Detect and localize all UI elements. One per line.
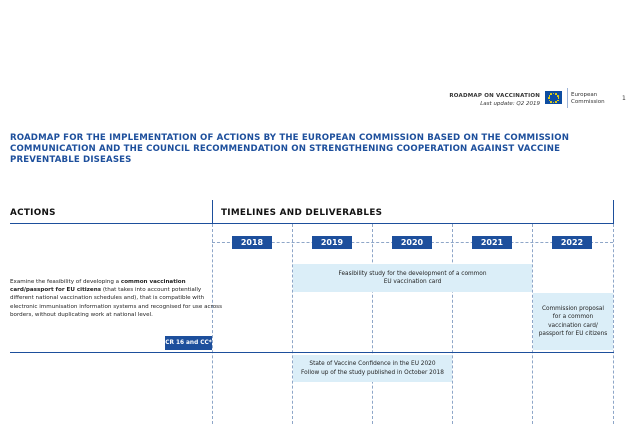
grid-line-2021 [452, 224, 453, 424]
eu-flag-icon [545, 91, 562, 104]
grid-line-2020 [372, 224, 373, 424]
grid-column-divider [212, 224, 213, 424]
header-rule [10, 223, 614, 224]
page-title: ROADMAP FOR THE IMPLEMENTATION OF ACTIONS BY THE EUROPEAN COMMISSION BASED ON THE COMMISSION COMMUNICATION AND THE COUNCIL RECOMMENDATION ON STRENGTHENING COOPERATION AGAINST VACCINE PREVENTABLE DISEASES [10, 133, 570, 165]
year-label-2018: 2018 [232, 236, 272, 249]
page-number: 1 [622, 95, 626, 102]
year-label-2020: 2020 [392, 236, 432, 249]
year-label-2019: 2019 [312, 236, 352, 249]
reference-badge: CR 16 and CC* [165, 336, 212, 350]
document-short-title: ROADMAP ON VACCINATION [449, 93, 540, 99]
action-highlight: common vaccination card/passport for EU citizens [10, 279, 186, 294]
actions-column-header: ACTIONS [10, 208, 56, 218]
document-meta [449, 92, 540, 108]
grid-right-edge [613, 224, 614, 424]
organisation-name: European Commission [571, 92, 605, 105]
year-label-2021: 2021 [472, 236, 512, 249]
header-right-edge [613, 200, 614, 224]
european-commission-logo [545, 88, 621, 108]
vaccine-confidence-deliverable: State of Vaccine Confidence in the EU 2020 Follow up of the study published in October 2018 [293, 355, 452, 382]
year-label-2022: 2022 [552, 236, 592, 249]
commission-proposal-deliverable: Commission proposal for a common vaccination card/ passport for EU citizens [533, 293, 613, 350]
row-separator [10, 352, 614, 353]
grid-line-2019 [292, 224, 293, 424]
timelines-column-header: TIMELINES AND DELIVERABLES [221, 208, 383, 218]
feasibility-study-deliverable: Feasibility study for the development of a common EU vaccination card [293, 264, 532, 292]
logo-divider [567, 88, 568, 108]
action-description: Examine the feasibility of developing a common vaccination card/passport for EU citizens (that takes into account potentially different national vaccination schedules and), that is compatible with electronic immunisation information systems and recognised for use across borders, without duplicating work at national level. [10, 279, 222, 318]
header-column-divider [212, 200, 213, 224]
last-update-text: Last update: Q2 2019 [480, 101, 540, 107]
